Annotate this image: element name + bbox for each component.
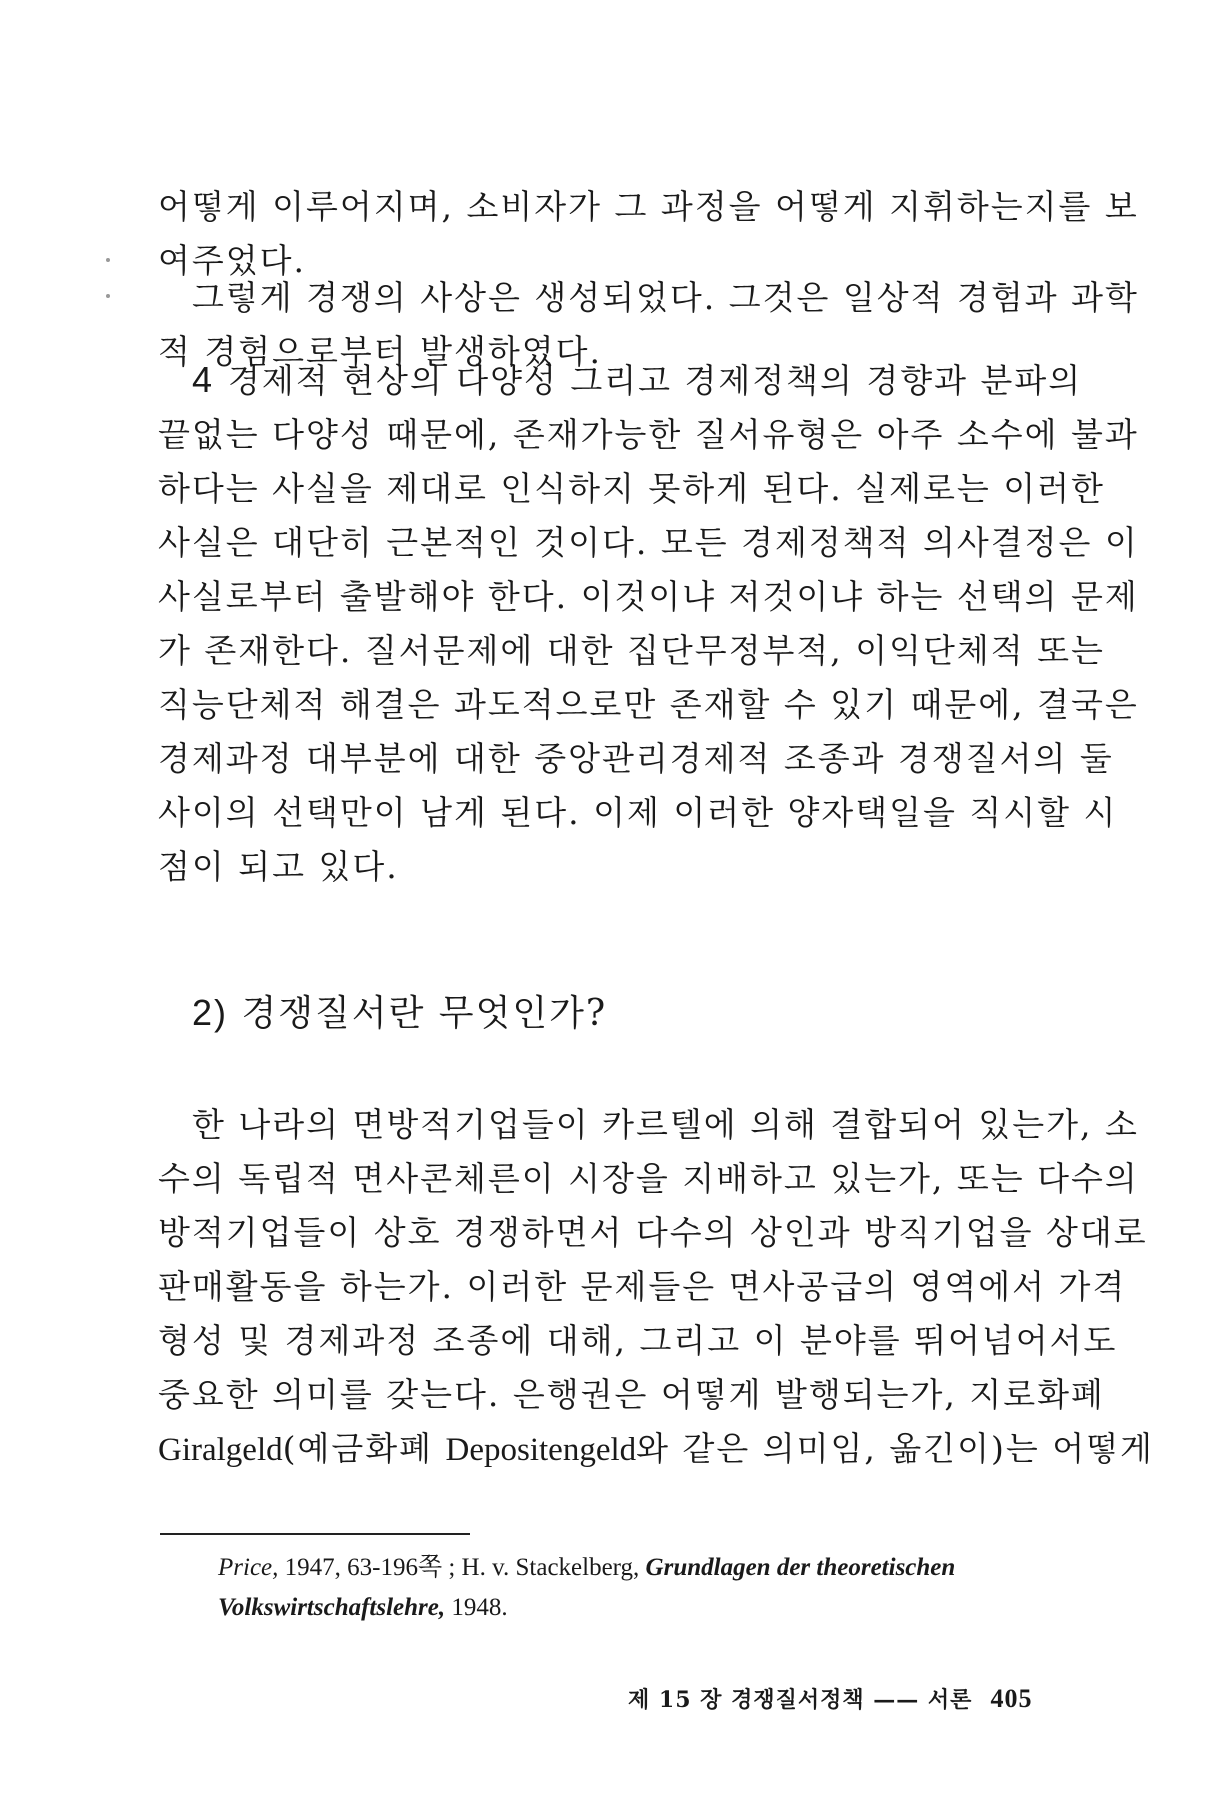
paragraph-numbered-4 bbox=[158, 353, 1139, 894]
text-line: 직능단체적 해결은 과도적으로만 존재할 수 있기 때문에, 결국은 bbox=[158, 685, 1139, 724]
footnote-year: 1948. bbox=[445, 1594, 508, 1621]
text-fragment: 경제적 현상의 다양성 그리고 경제정책의 경향과 분파의 bbox=[228, 361, 1083, 400]
margin-speck bbox=[106, 294, 110, 298]
section-title: 경쟁질서란 무엇인가? bbox=[241, 993, 608, 1034]
text-line: 끝없는 다양성 때문에, 존재가능한 질서유형은 아주 소수에 불과 bbox=[158, 415, 1139, 454]
footnote-divider bbox=[160, 1533, 470, 1535]
text-line bbox=[158, 1422, 1154, 1477]
text-line: 여주었다. bbox=[158, 241, 307, 280]
chapter-label: 제 15 장 경쟁질서정책 —— 서론 bbox=[628, 1687, 973, 1713]
text-line: 방적기업들이 상호 경쟁하면서 다수의 상인과 방직기업을 상대로 bbox=[158, 1213, 1148, 1252]
running-footer bbox=[628, 1683, 1032, 1714]
footnote-reference: 1947, 63-196쪽 ; H. v. Stackelberg, bbox=[278, 1554, 646, 1581]
text-line: 점이 되고 있다. bbox=[158, 847, 399, 886]
footnote-line bbox=[218, 1548, 1078, 1588]
footnote-title: Grundlagen der theoretischen bbox=[645, 1554, 956, 1581]
text-line: 사실로부터 출발해야 한다. 이것이냐 저것이냐 하는 선택의 문제 bbox=[158, 577, 1139, 616]
text-line: 경제과정 대부분에 대한 중앙관리경제적 조종과 경쟁질서의 둘 bbox=[158, 739, 1114, 778]
text-line: 사이의 선택만이 남게 된다. 이제 이러한 양자택일을 직시할 시 bbox=[158, 793, 1118, 832]
page-number: 405 bbox=[990, 1684, 1033, 1713]
text-line: 그렇게 경쟁의 사상은 생성되었다. 그것은 일상적 경험과 과학 bbox=[192, 278, 1139, 317]
text-line: 사실은 대단히 근본적인 것이다. 모든 경제정책적 의사결정은 이 bbox=[158, 523, 1139, 562]
margin-speck bbox=[106, 258, 110, 262]
text-line: 판매활동을 하는가. 이러한 문제들은 면사공급의 영역에서 가격 bbox=[158, 1267, 1127, 1306]
text-line: 한 나라의 면방적기업들이 카르텔에 의해 결합되어 있는가, 소 bbox=[192, 1105, 1139, 1144]
text-line: 하다는 사실을 제대로 인식하지 못하게 된다. 실제로는 이러한 bbox=[158, 469, 1105, 508]
german-term: Giralgeld bbox=[158, 1432, 283, 1468]
text-line: 가 존재한다. 질서문제에 대한 집단무정부적, 이익단체적 또는 bbox=[158, 631, 1105, 670]
footnote-line bbox=[218, 1588, 1078, 1628]
text-line: 수의 독립적 면사콘체른이 시장을 지배하고 있는가, 또는 다수의 bbox=[158, 1159, 1139, 1198]
footnote bbox=[218, 1548, 1078, 1628]
text-line: 중요한 의미를 갖는다. 은행권은 어떻게 발행되는가, 지로화폐 bbox=[158, 1375, 1105, 1414]
text-line: 형성 및 경제과정 조종에 대해, 그리고 이 분야를 뛰어넘어서도 bbox=[158, 1321, 1118, 1360]
footnote-title: Volkswirtschaftslehre, bbox=[218, 1594, 446, 1621]
footnote-author: Price, bbox=[218, 1554, 279, 1581]
section-heading bbox=[192, 985, 607, 1036]
paragraph-number: 4 bbox=[192, 359, 215, 400]
text-line: 어떻게 이루어지며, 소비자가 그 과정을 어떻게 지휘하는지를 보 bbox=[158, 187, 1139, 226]
paragraph-4 bbox=[158, 1098, 1154, 1477]
text-line: 적 경험으로부터 발생하였다. bbox=[158, 332, 603, 371]
german-term: Depositengeld bbox=[445, 1432, 637, 1468]
text-line bbox=[158, 353, 1083, 408]
text-fragment: 와 같은 의미임, 옮긴이)는 어떻게 bbox=[636, 1429, 1154, 1468]
section-number: 2) bbox=[192, 992, 229, 1033]
text-fragment: (예금화폐 bbox=[282, 1429, 446, 1468]
